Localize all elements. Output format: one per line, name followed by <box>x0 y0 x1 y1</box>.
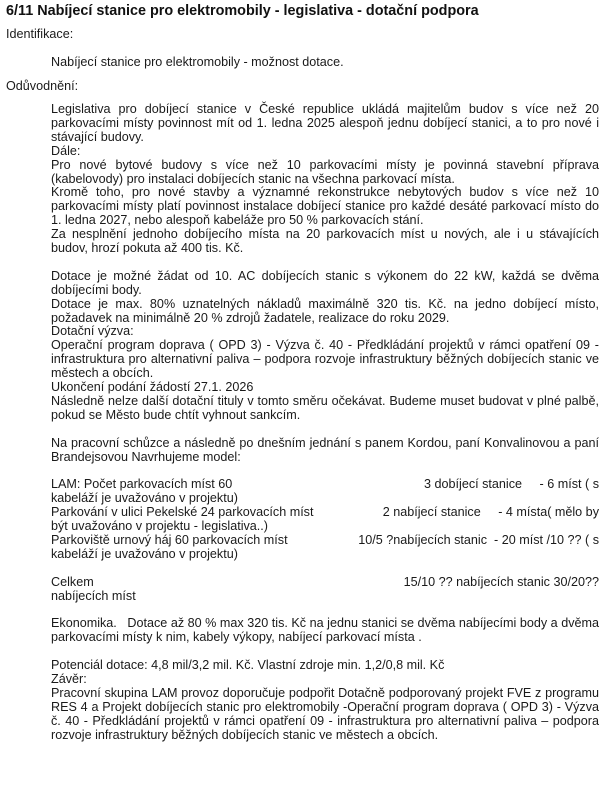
paragraph-ekonomika: Ekonomika. Dotace až 80 % max 320 tis. Kč na jednu stanici se dvěma nabíjecími body a dvěma parkovacími místy k nim, kabely výkopy, nabíjecí parkovací místa . <box>51 616 603 645</box>
model-total <box>51 576 599 604</box>
oduvodneni-section <box>51 102 603 743</box>
model-stations: 3 dobíjecí stanice - 6 míst ( s <box>424 477 599 492</box>
paragraph-schuzka: Na pracovní schůzce a následně po dnešním jednání s panem Kordou, paní Konvalinovou a paní Brandejsovou Navrhujeme model: <box>51 435 599 464</box>
paragraph-zaver: Pracovní skupina LAM provoz doporučuje podpořit Dotačně podporovaný projekt FVE z programu RES 4 a Projekt dobíjecích stanic pro elektromobily -Operační program doprava ( OPD 3) - Výzva č. 40 - Předkládání projektů v rámci opatření 09 - infrastruktura pro alternativní paliva – podpora rozvoje infrastruktury běžných dobíjecích stanic ve městech a obcích. <box>51 685 599 742</box>
identifikace-text: Nabíjecí stanice pro elektromobily - možnost dotace. <box>51 55 344 69</box>
paragraph-legislativa: Legislativa pro dobíjecí stanice v České republice ukládá majitelům budov s více než 20 parkovacími místy povinnost mít od 1. ledna 2025 alespoň jednu dobíjecí stanici, a to pro nové i stávající budovy. <box>51 102 599 144</box>
model-location: Parkoviště urnový háj 60 parkovacích míst <box>51 533 288 548</box>
paragraph-sankce: Následně nelze další dotační tituly v tomto směru očekávat. Budeme muset budovat v plné palbě, pokud se Město bude chtít vyhnout sankcím. <box>51 394 599 422</box>
model-note: kabeláží je uvažováno v projektu) <box>51 546 238 561</box>
ukonceni-text: Ukončení podání žádostí 27.1. 2026 <box>51 380 254 395</box>
model-list <box>51 478 599 561</box>
total-note: nabíjecích míst <box>51 588 136 603</box>
model-note: být uvažováno v projektu - legislativa..) <box>51 519 268 534</box>
paragraph-pokuta: Za nesplnění jednoho dobíjecího místa na 20 parkovacích míst u nových, ale i u stávajících budov, hrozí pokuta až 400 tis. Kč. <box>51 227 599 256</box>
potencial-text: Potenciál dotace: 4,8 mil/3,2 mil. Kč. Vlastní zdroje min. 1,2/0,8 mil. Kč <box>51 658 445 673</box>
model-location: LAM: Počet parkovacích míst 60 <box>51 477 233 492</box>
model-location: Parkování v ulici Pekelské 24 parkovacích míst <box>51 505 314 520</box>
model-stations: 2 nabíjecí stanice - 4 místa( mělo by <box>382 505 599 520</box>
paragraph-dotace-max: Dotace je max. 80% uznatelných nákladů maximálně 320 tis. Kč. na jedno dobíjecí místo, požadavek na minimálně 20 % zdrojů žadatele, realizace do roku 2029. <box>51 296 599 325</box>
vyzva-label: Dotační výzva: <box>51 324 134 339</box>
zaver-label: Závěr: <box>51 672 87 687</box>
model-row <box>51 506 599 534</box>
total-label: Celkem <box>51 574 94 589</box>
paragraph-bytove-budovy: Pro nové bytové budovy s více než 10 parkovacími místy je povinná stavební příprava (kabelovody) pro instalaci dobíjecích stanic na všechna parkovací místa. <box>51 157 599 186</box>
paragraph-dotace-ac: Dotace je možné žádat od 10. AC dobíjecích stanic s výkonem do 22 kW, každá se dvěma dobíjecími body. <box>51 268 599 297</box>
dale-label: Dále: <box>51 143 81 158</box>
model-row <box>51 478 599 506</box>
total-stations: 15/10 ?? nabíjecích stanic 30/20?? <box>403 574 599 589</box>
model-row <box>51 534 599 562</box>
model-stations: 10/5 ?nabíjecích stanic - 20 míst /10 ?? ( s <box>358 533 599 548</box>
oduvodneni-label: Odůvodnění: <box>6 79 79 93</box>
paragraph-vyzva: Operační program doprava ( OPD 3) - Výzva č. 40 - Předkládání projektů v rámci opatření 09 - infrastruktura pro alternativní paliva – podpora rozvoje infrastruktury běžných dobíjecích stanic ve městech a obcích. <box>51 338 599 381</box>
item-title: 6/11 Nabíjecí stanice pro elektromobily - legislativa - dotační podpora <box>6 3 479 19</box>
model-note: kabeláží je uvažováno v projektu) <box>51 491 238 506</box>
paragraph-nebytove-budovy: Kromě toho, pro nové stavby a významné rekonstrukce nebytových budov s více než 10 parkovacími místy platí povinnost instalace dobíjecí stanice pro každé desáté parkovací místo do 1. ledna 2027, nebo alespoň kabeláže pro 50 % parkovacích stání. <box>51 185 599 228</box>
identifikace-label: Identifikace: <box>6 27 74 41</box>
